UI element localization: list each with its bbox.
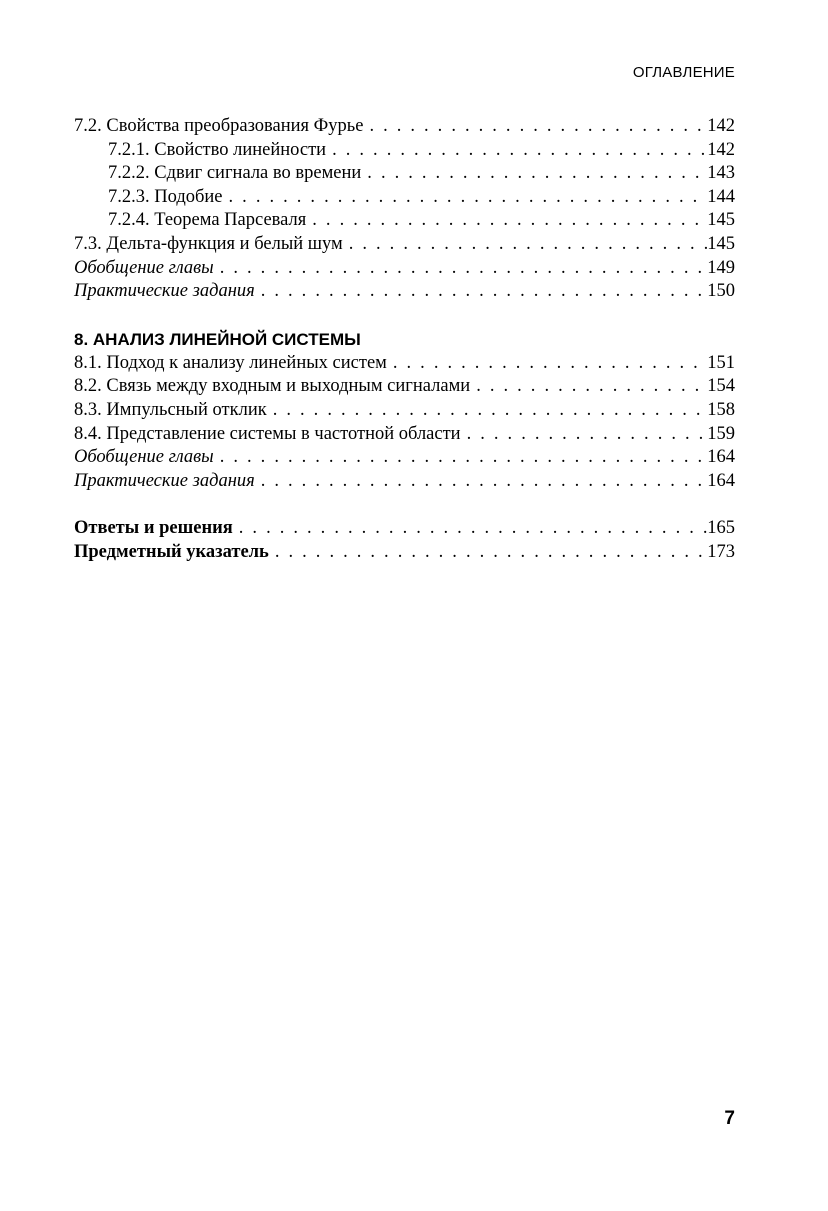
dot-leader bbox=[261, 280, 708, 304]
toc-entry-page: 150 bbox=[707, 281, 735, 302]
toc-entry-8-1[interactable] bbox=[74, 352, 735, 376]
dot-leader bbox=[369, 115, 707, 139]
toc-entry-7-3[interactable] bbox=[74, 233, 735, 257]
running-head: ОГЛАВЛЕНИЕ bbox=[632, 64, 735, 81]
toc-entry-title: Предметный указатель bbox=[74, 541, 269, 562]
page-number: 7 bbox=[724, 1108, 735, 1129]
table-of-contents bbox=[74, 115, 735, 565]
chapter-8-heading[interactable]: 8. АНАЛИЗ ЛИНЕЙНОЙ СИСТЕМЫ bbox=[74, 329, 361, 349]
toc-entry-chapter7-exercises[interactable] bbox=[74, 280, 735, 304]
toc-entry-chapter8-summary[interactable] bbox=[74, 446, 735, 470]
toc-entry-8-3[interactable] bbox=[74, 399, 735, 423]
dot-leader bbox=[467, 423, 708, 447]
toc-entry-page: 142 bbox=[707, 139, 735, 160]
dot-leader bbox=[220, 446, 708, 470]
toc-entry-page: 165 bbox=[707, 518, 735, 539]
toc-entry-8-2[interactable] bbox=[74, 375, 735, 399]
toc-entry-page: 164 bbox=[707, 470, 735, 491]
toc-entry-page: 173 bbox=[707, 541, 735, 562]
dot-leader bbox=[367, 162, 707, 186]
toc-entry-page: 142 bbox=[707, 116, 735, 136]
dot-leader bbox=[275, 541, 707, 565]
toc-entry-title: 8.4. Представление системы в частотной области bbox=[74, 423, 461, 444]
dot-leader bbox=[332, 139, 707, 163]
toc-entry-title: Обобщение главы bbox=[74, 447, 214, 468]
toc-entry-title: Практические задания bbox=[74, 281, 255, 302]
toc-entry-title: 8.1. Подход к анализу линейных систем bbox=[74, 352, 387, 373]
toc-entry-index[interactable] bbox=[74, 541, 735, 565]
toc-entry-title: 7.3. Дельта-функция и белый шум bbox=[74, 233, 343, 254]
toc-entry-title: 7.2.1. Свойство линейности bbox=[108, 139, 327, 160]
toc-entry-page: 144 bbox=[707, 186, 735, 207]
toc-entry-page: 151 bbox=[707, 352, 735, 373]
dot-leader bbox=[229, 186, 708, 210]
toc-entry-page: 145 bbox=[707, 233, 735, 254]
toc-entry-page: 149 bbox=[707, 257, 735, 278]
toc-entry-title: 8.3. Импульсный отклик bbox=[74, 399, 267, 420]
dot-leader bbox=[393, 352, 707, 376]
toc-entry-8-4[interactable] bbox=[74, 423, 735, 447]
section-gap bbox=[74, 493, 735, 517]
toc-entry-title: 7.2. Свойства преобразования Фурье bbox=[74, 116, 364, 136]
toc-entry-page: 159 bbox=[707, 423, 735, 444]
toc-entry-page: 154 bbox=[707, 376, 735, 397]
toc-entry-page: 164 bbox=[707, 447, 735, 468]
toc-entry-chapter7-summary[interactable] bbox=[74, 257, 735, 281]
toc-entry-answers[interactable] bbox=[74, 517, 735, 541]
toc-entry-page: 158 bbox=[707, 399, 735, 420]
toc-entry-7-2-3[interactable] bbox=[74, 186, 735, 210]
toc-entry-title: Практические задания bbox=[74, 470, 255, 491]
toc-entry-page: 145 bbox=[707, 210, 735, 231]
toc-entry-7-2[interactable] bbox=[74, 115, 735, 139]
toc-entry-title: Обобщение главы bbox=[74, 257, 214, 278]
dot-leader bbox=[476, 375, 707, 399]
dot-leader bbox=[239, 517, 707, 541]
toc-entry-7-2-4[interactable] bbox=[74, 209, 735, 233]
toc-entry-title: Ответы и решения bbox=[74, 518, 233, 539]
toc-entry-page: 143 bbox=[707, 163, 735, 184]
toc-entry-title: 7.2.4. Теорема Парсеваля bbox=[108, 210, 307, 231]
dot-leader bbox=[220, 257, 708, 281]
toc-entry-title: 7.2.3. Подобие bbox=[108, 186, 223, 207]
toc-entry-title: 8.2. Связь между входным и выходным сигналами bbox=[74, 376, 471, 397]
toc-entry-chapter8-exercises[interactable] bbox=[74, 470, 735, 494]
toc-entry-7-2-2[interactable] bbox=[74, 162, 735, 186]
toc-entry-7-2-1[interactable] bbox=[74, 139, 735, 163]
dot-leader bbox=[349, 233, 708, 257]
dot-leader bbox=[273, 399, 708, 423]
dot-leader bbox=[312, 209, 707, 233]
dot-leader bbox=[261, 470, 708, 494]
toc-entry-title: 7.2.2. Сдвиг сигнала во времени bbox=[108, 163, 362, 184]
